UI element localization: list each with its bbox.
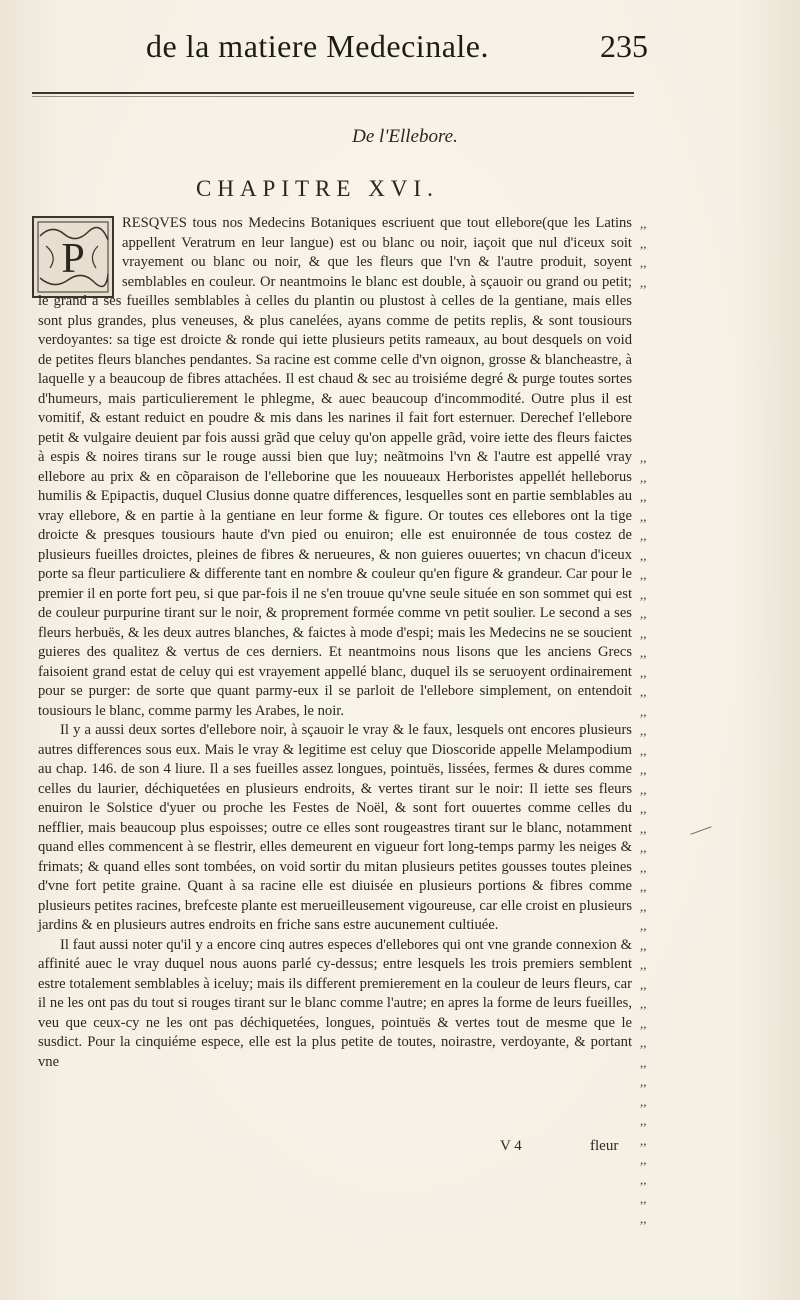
- initial-spacer: [38, 214, 122, 292]
- margin-mark: ,,: [640, 508, 647, 524]
- margin-mark: [640, 390, 664, 410]
- margin-mark: ,,: [640, 918, 647, 933]
- margin-mark: ,,: [640, 937, 647, 953]
- margin-mark: ,,: [640, 840, 647, 855]
- margin-mark: ,,: [640, 703, 647, 719]
- margin-mark: ,,: [640, 586, 647, 602]
- running-title: de la matiere Medecinale.: [146, 28, 489, 64]
- margin-mark: ,,: [640, 820, 647, 836]
- margin-mark: ,,: [640, 1113, 647, 1128]
- section-subtitle: De l'Ellebore.: [352, 126, 458, 147]
- margin-mark: ,,: [640, 1093, 647, 1109]
- margin-mark: ,,: [640, 859, 647, 875]
- margin-mark: ,,: [640, 1132, 647, 1148]
- margin-mark: ,,: [640, 567, 647, 582]
- margin-mark: ,,: [640, 801, 647, 816]
- margin-mark: ,,: [640, 1074, 647, 1089]
- page-number: 235: [600, 28, 648, 64]
- margin-mark: ,,: [640, 1152, 647, 1167]
- margin-mark: ,,: [640, 528, 647, 543]
- margin-mark: ,,: [640, 996, 647, 1011]
- margin-mark: ,,: [640, 781, 647, 797]
- paragraph-3: Il faut aussi noter qu'il y a encore cinq autres especes d'ellebores qui ont vne grande connexion & affinité auec le vray duquel nous auons parlé cy-dessus; entre lesquels les trois premiers semblent estre totalement semblables à iceluy; mais ils different premierement en la couleur de leurs fleurs, car il ne les ont pas du tout si rouges tirant sur le blanc comme l'autre; en apres la forme de leurs fueilles, veu que ceux-cy ne les ont pas déchiquetées, longues, pointuës & vertes tout de mesme que le susdict. Pour la cinquiéme espece, elle est la plus petite de toutes, noirastre, verdoyante, & portant vne: [38, 936, 632, 1070]
- margin-mark: [640, 331, 664, 351]
- margin-mark: ,,: [640, 742, 647, 758]
- margin-mark: ,,: [640, 235, 647, 251]
- margin-mark: ,,: [640, 489, 647, 504]
- margin-mark: ,,: [640, 606, 647, 621]
- margin-mark: ,,: [640, 1210, 647, 1226]
- margin-mark: ,,: [640, 1191, 647, 1206]
- margin-mark: ,,: [640, 723, 647, 738]
- margin-mark: ,,: [640, 1171, 647, 1187]
- margin-mark: [640, 429, 664, 449]
- signature-mark: V 4: [500, 1138, 522, 1154]
- margin-mark: ,,: [640, 1015, 647, 1031]
- margin-mark: [640, 370, 664, 390]
- pen-mark: [690, 826, 711, 834]
- margin-mark: [640, 292, 664, 312]
- margin-mark: [640, 351, 664, 371]
- svg-text:P: P: [61, 236, 85, 282]
- margin-mark: ,,: [640, 898, 647, 914]
- margin-mark: ,,: [640, 957, 647, 972]
- margin-mark: ,,: [640, 879, 647, 894]
- margin-mark: [640, 409, 664, 429]
- margin-mark: [640, 312, 664, 332]
- margin-mark: ,,: [640, 684, 647, 699]
- margin-mark: ,,: [640, 216, 647, 231]
- margin-mark: ,,: [640, 1054, 647, 1070]
- margin-mark: ,,: [640, 469, 647, 485]
- paragraph-1: RESQVES tous nos Medecins Botaniques escriuent que tout ellebore(que les Latins appellent Veratrum en leur langue) est ou blanc ou noir, iaçoit que nul d'iceux soit vrayement ou blanc ou noir, & que les fleurs que l'vn & l'autre produit, soyent semblables en couleur. Or neantmoins le blanc est double, à sçauoir ou grand ou petit; le grand a ses fueilles semblables à celles du plantin ou plustost à celles de la gentiane, mais elles sont plus grandes, plus veneuses, & plus canelées, ayans comme de petits replis, & sont tousiours verdoyantes: sa tige est droicte & ronde qui iette plusieurs petits rameaux, au bout desquels on void de petites fleurs blanches pendantes. Sa racine est comme celle d'vn oignon, grosse & blancheastre, à laquelle y a beaucoup de fibres attachées. Il est chaud & sec au troisiéme degré & purge toutes sortes d'humeurs, mais particulierement le phlegme, & auec beaucoup d'incommodité. Outre plus il est vomitif, & estant reduict en poudre & mis dans les narines il fait fort esternuer. Derechef l'ellebore petit & vulgaire deuient par fois aussi grãd que celuy qu'on appelle grãd, voire iette des fleurs faictes à espis & noires tirans sur le rouge aussi bien que luy; neãtmoins l'vn & l'autre est appellé vray ellebore au prix & en cõparaison de l'elleborine que les nouueaux Herboristes appellét helleborus humilis & Epipactis, duquel Clusius donne quatre differences, lesquelles sont en partie semblables au vray ellebore, & en partie à la gentiane en leur forme & figure. Or toutes ces ellebores ont la tige droicte & presques tousiours haute d'vn pied ou enuiron; elle est enuironnée de tous costez de plusieurs fueilles droictes, pleines de fibres & nerueures, & non guieres ouuertes; vn chacun d'iceux porte sa fleur particuliere & differente tant en nombre & couleur qu'en figure & grandeur. Car pour le premier il en porte fort peu, si que par-fois il ne s'en trouue qu'vne seule située en son sommet qui est de couleur purpurine tirant sur le noir, & proprement formée comme vn petit soulier. Le second a ses fleurs herbuës, & les deux autres blanches, & faictes à mode d'espi; mais les Medecins ne se soucient guieres des qualitez & vertus de ces derniers. Et neantmoins nous lisons que les anciens Grecs faisoient grand estat de celuy qui est vrayement appellé blanc, duquel ils se seruoyent ordinairement pour se purger: de sorte que quant parmy-eux il se parloit de l'ellebore simplement, on entendoit tousiours le blanc, comme parmy les Arabes, le noir.: [38, 215, 632, 719]
- margin-mark: ,,: [640, 762, 647, 777]
- catchword: fleur: [590, 1138, 619, 1154]
- margin-quotation-marks: [640, 214, 664, 1228]
- body-text: [38, 214, 632, 1072]
- margin-mark: ,,: [640, 547, 647, 563]
- chapter-heading: CHAPITRE XVI.: [196, 176, 439, 201]
- paragraph-2: Il y a aussi deux sortes d'ellebore noir, à sçauoir le vray & le faux, lesquels ont encores plusieurs autres differences sous eux. Mais le vray & legitime est celuy que Dioscoride appelle Melampodium au chap. 146. de son 4 liure. Il a ses fueilles assez longues, pointuës, lissées, fermes & dures comme celles du laurier, déchiquetées en plusieurs endroits, & vertes tirant sur le noir: Il iette ses fleurs enuiron le Solstice d'yuer ou proche les Festes de Noël, & sont fort ouuertes comme celles du nefflier, mais beaucoup plus espoisses; outre ce elles sont rougeastres tirant sur le blanc, notamment quand elles commencent à se flestrir, elles demeurent en vigueur fort long-temps parmy les neiges & frimats; & quand elles sont tombées, on void sortir du mitan plusieurs petites gousses toutes pleines d'vne fort petite graine. Quant à sa racine elle est diuisée en plusieurs portions & fibres comme plusieurs petites racines, brefceste plante est merueilleusement vigoureuse, car elle croist en plusieurs jardins & en plusieurs autres endroits en friche sans estre aucunement cultiuée.: [38, 722, 632, 933]
- margin-mark: ,,: [640, 625, 647, 641]
- margin-mark: ,,: [640, 976, 647, 992]
- margin-mark: ,,: [640, 645, 647, 660]
- margin-mark: ,,: [640, 274, 647, 290]
- margin-mark: ,,: [640, 664, 647, 680]
- header-rule-thin: [32, 96, 634, 97]
- margin-mark: ,,: [640, 1035, 647, 1050]
- margin-mark: ,,: [640, 255, 647, 270]
- margin-mark: ,,: [640, 450, 647, 465]
- header-rule: [32, 92, 634, 94]
